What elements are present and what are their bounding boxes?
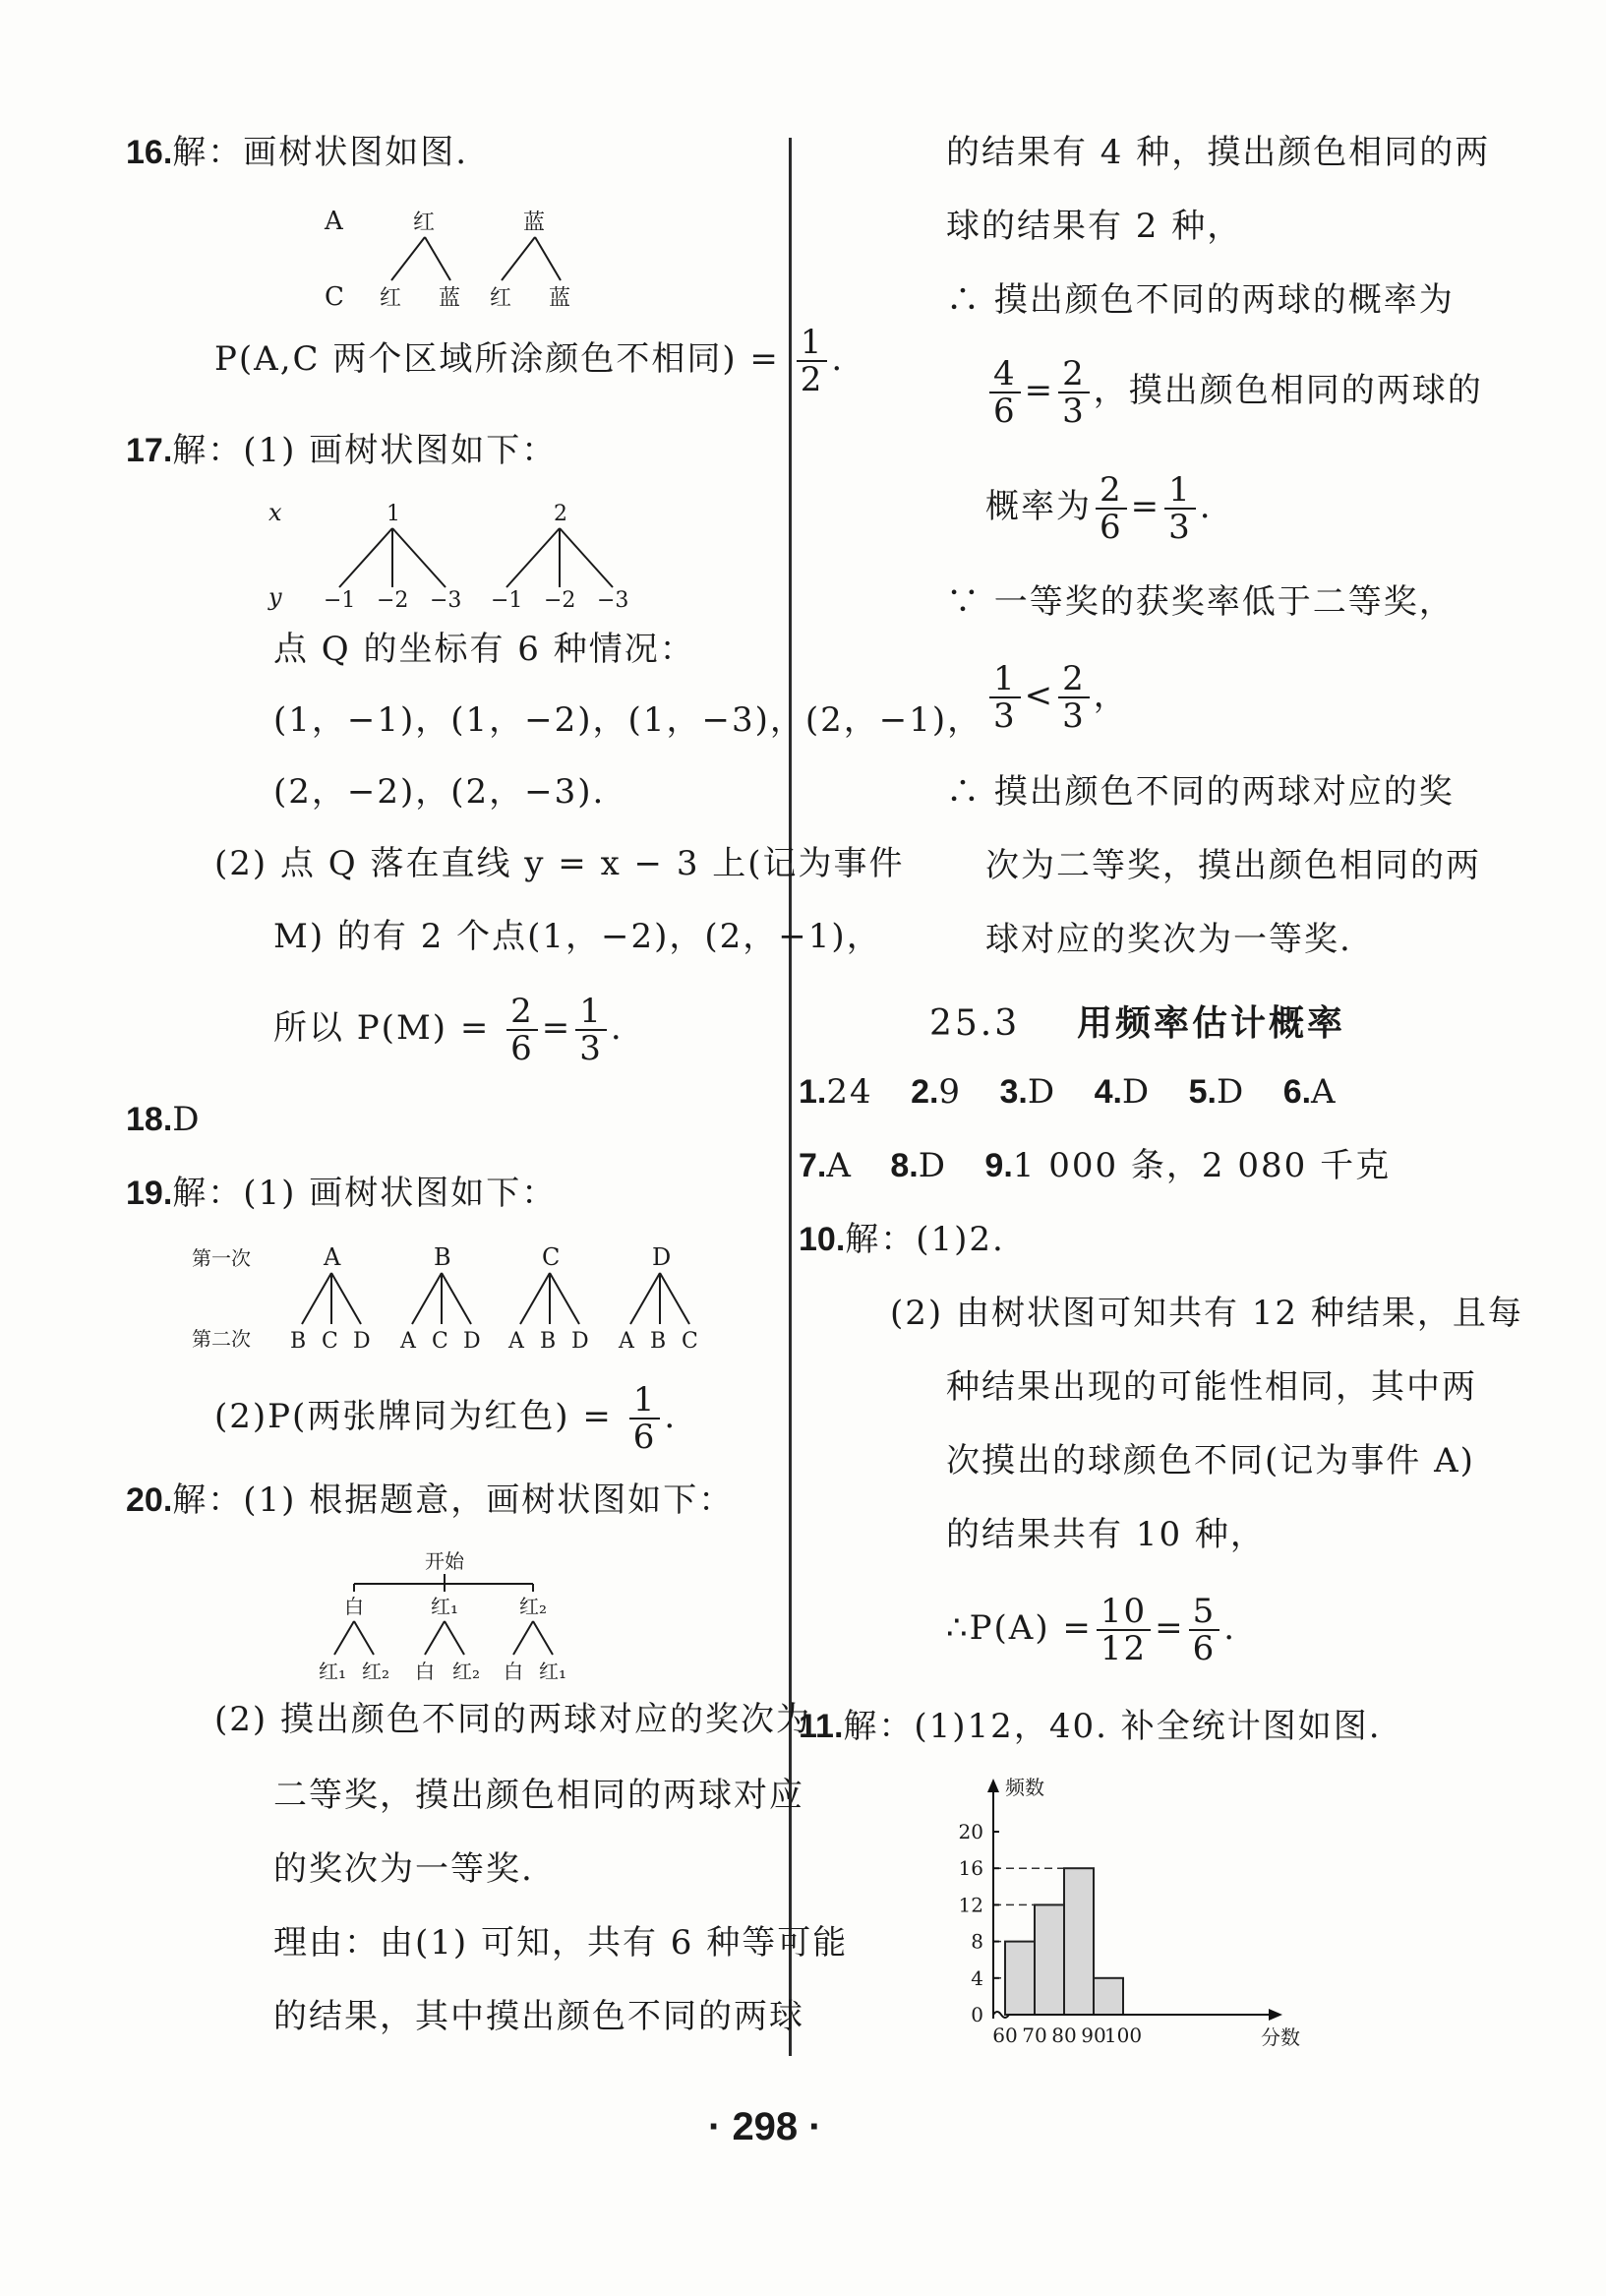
q10-line: 的结果共有 10 种， xyxy=(946,1515,1266,1554)
q10-probability: ∴P(A) = $\frac{10}{12}$ = $\frac{5}{6}$ . xyxy=(946,1592,1237,1668)
q16-parent: 蓝 xyxy=(523,211,546,235)
q19-row1-label: 第一次 xyxy=(192,1246,251,1270)
q16-parent: 红 xyxy=(413,211,436,235)
x-tick-label: 100 xyxy=(1103,2024,1143,2046)
q16-row1-label: A xyxy=(325,207,343,236)
q20-child: 白 xyxy=(504,1660,523,1683)
q20-child: 红₁ xyxy=(319,1660,347,1683)
q17-child: −2 xyxy=(544,588,576,613)
q10-head: 10.解：(1)2. xyxy=(799,1220,1005,1259)
q20-child: 红₁ xyxy=(539,1660,567,1683)
x-axis-label: 分数 xyxy=(1261,2025,1300,2046)
x-tick-label: 80 xyxy=(1051,2024,1077,2046)
q19-child: A xyxy=(508,1329,524,1354)
y-tick-label: 16 xyxy=(958,1856,983,1881)
q20-child: 红₂ xyxy=(452,1660,481,1683)
right-line: ∴ 摸出颜色不同的两球对应的奖 xyxy=(946,772,1455,812)
x-tick-label: 60 xyxy=(992,2024,1018,2046)
q19-child: A xyxy=(619,1329,634,1354)
q19-parent: D xyxy=(652,1243,672,1271)
q10-line: 种结果出现的可能性相同，其中两 xyxy=(946,1367,1477,1407)
q17-head: 17.解：(1) 画树状图如下： xyxy=(126,431,558,470)
q19-child: B xyxy=(540,1329,557,1354)
q20-line: (2) 摸出颜色不同的两球对应的奖次为 xyxy=(214,1700,811,1739)
q16-child: 红 xyxy=(380,286,402,311)
histogram-bar xyxy=(1094,1978,1123,2015)
q20-line: 理由：由(1) 可知，共有 6 种等可能 xyxy=(273,1923,849,1963)
q17-child: −1 xyxy=(324,588,356,613)
q19-child: C xyxy=(322,1329,338,1354)
q18-answer: 18.D xyxy=(126,1100,202,1139)
q16-child: 蓝 xyxy=(439,286,461,311)
right-fraction-line: 概率为 $\frac{2}{6}$ = $\frac{1}{3}$ . xyxy=(985,470,1213,547)
q17-parent: 1 xyxy=(387,502,400,526)
q17-line: (1，−1)，(1，−2)，(1，−3)，(2，−1)， xyxy=(273,700,983,740)
right-line: 次为二等奖，摸出颜色相同的两 xyxy=(985,846,1481,885)
q19-child: D xyxy=(463,1329,481,1354)
y-tick-label: 8 xyxy=(971,1929,983,1954)
q19-child: B xyxy=(290,1329,307,1354)
q17-tree-diagram xyxy=(261,497,654,615)
q19-child: C xyxy=(682,1329,698,1354)
q19-head: 19.解：(1) 画树状图如下： xyxy=(126,1174,558,1213)
q17-child: −2 xyxy=(377,588,409,613)
q17-parent: 2 xyxy=(554,502,567,526)
answer-row-1: 1.24 2.9 3.D 4.D 5.D 6.A xyxy=(799,1072,1338,1112)
q19-probability: (2)P(两张牌同为红色) = $\frac{1}{6}$ . xyxy=(214,1380,678,1457)
q10-line: (2) 由树状图可知共有 12 种结果，且每 xyxy=(890,1294,1523,1333)
q20-line: 的结果，其中摸出颜色不同的两球 xyxy=(273,1997,804,2036)
q17-line: (2，−2)，(2，−3). xyxy=(273,772,606,812)
histogram-bar xyxy=(1064,1868,1094,2015)
x-axis-arrow xyxy=(1269,2009,1282,2021)
q19-parent: B xyxy=(434,1243,451,1271)
q19-parent: A xyxy=(324,1243,341,1271)
right-line: 球的结果有 2 种， xyxy=(946,207,1243,246)
q17-probability: 所以 P(M) = $\frac{2}{6}$ = $\frac{1}{3}$ . xyxy=(273,992,624,1068)
x-tick-label: 90 xyxy=(1081,2024,1106,2046)
column-divider xyxy=(789,138,792,2056)
q19-child: C xyxy=(432,1329,448,1354)
y-tick-label: 0 xyxy=(971,2003,983,2026)
histogram-bar xyxy=(1005,1942,1035,2015)
right-line: ∴ 摸出颜色不同的两球的概率为 xyxy=(946,280,1455,320)
q10-line: 次摸出的球颜色不同(记为事件 A) xyxy=(946,1441,1475,1480)
right-fraction-line: $\frac{1}{3}$ < $\frac{2}{3}$ ， xyxy=(985,661,1129,734)
q17-child: −1 xyxy=(491,588,523,613)
right-line: 球对应的奖次为一等奖. xyxy=(985,920,1352,959)
q20-head: 20.解：(1) 根据题意，画树状图如下： xyxy=(126,1480,735,1520)
y-axis-label: 频数 xyxy=(1005,1776,1044,1799)
frequency-histogram xyxy=(944,1771,1308,2046)
q20-line: 的奖次为一等奖. xyxy=(273,1849,534,1889)
q20-child: 白 xyxy=(415,1660,435,1683)
q17-row2-label: y xyxy=(268,583,282,611)
q17-child: −3 xyxy=(430,588,462,613)
page-number: · 298 · xyxy=(708,2105,822,2148)
histogram-bar xyxy=(1035,1904,1064,2015)
right-line: ∵ 一等奖的获奖率低于二等奖， xyxy=(946,582,1455,622)
q16-row2-label: C xyxy=(325,282,344,312)
q20-parent: 红₁ xyxy=(431,1595,459,1618)
q11-head: 11.解：(1)12，40. 补全统计图如图. xyxy=(799,1707,1382,1746)
q17-line: M) 的有 2 个点(1，−2)，(2，−1)， xyxy=(273,917,882,956)
q20-parent: 白 xyxy=(344,1595,364,1618)
q20-tree-diagram xyxy=(315,1546,590,1694)
q17-row1-label: x xyxy=(268,499,282,526)
q17-line: 点 Q 的坐标有 6 种情况： xyxy=(273,630,695,669)
q16-child: 蓝 xyxy=(549,286,571,311)
y-axis-arrow xyxy=(987,1779,999,1792)
q19-parent: C xyxy=(542,1243,561,1271)
q16-tree-diagram xyxy=(315,202,610,320)
y-tick-label: 4 xyxy=(971,1965,983,1990)
q16-child: 红 xyxy=(490,286,512,311)
q19-tree-diagram xyxy=(192,1239,723,1362)
section-heading: 25.3 用频率估计概率 xyxy=(929,1003,1345,1044)
right-line: 的结果有 4 种，摸出颜色相同的两 xyxy=(946,133,1491,172)
q19-child: D xyxy=(571,1329,589,1354)
q19-row2-label: 第二次 xyxy=(192,1327,251,1351)
answer-row-2: 7.A 8.D 9.1 000 条，2 080 千克 xyxy=(799,1146,1392,1185)
right-fraction-line: $\frac{4}{6}$ = $\frac{2}{3}$ ，摸出颜色相同的两球的 xyxy=(985,356,1483,429)
q20-root: 开始 xyxy=(425,1549,464,1573)
y-tick-label: 20 xyxy=(958,1820,983,1843)
q19-child: B xyxy=(650,1329,667,1354)
q20-line: 二等奖，摸出颜色相同的两球对应 xyxy=(273,1776,804,1815)
q19-child: D xyxy=(353,1329,371,1354)
q19-child: A xyxy=(400,1329,416,1354)
q16-probability: P(A,C 两个区域所涂颜色不相同) = $\frac{1}{2}$ . xyxy=(214,323,845,399)
q16-head: 16.解：画树状图如图. xyxy=(126,133,469,172)
x-tick-label: 70 xyxy=(1022,2024,1047,2046)
q20-parent: 红₂ xyxy=(519,1595,548,1618)
y-tick-label: 12 xyxy=(958,1893,983,1917)
q17-line: (2) 点 Q 落在直线 y = x − 3 上(记为事件 xyxy=(214,844,905,883)
q17-child: −3 xyxy=(597,588,629,613)
q20-child: 红₂ xyxy=(362,1660,390,1683)
